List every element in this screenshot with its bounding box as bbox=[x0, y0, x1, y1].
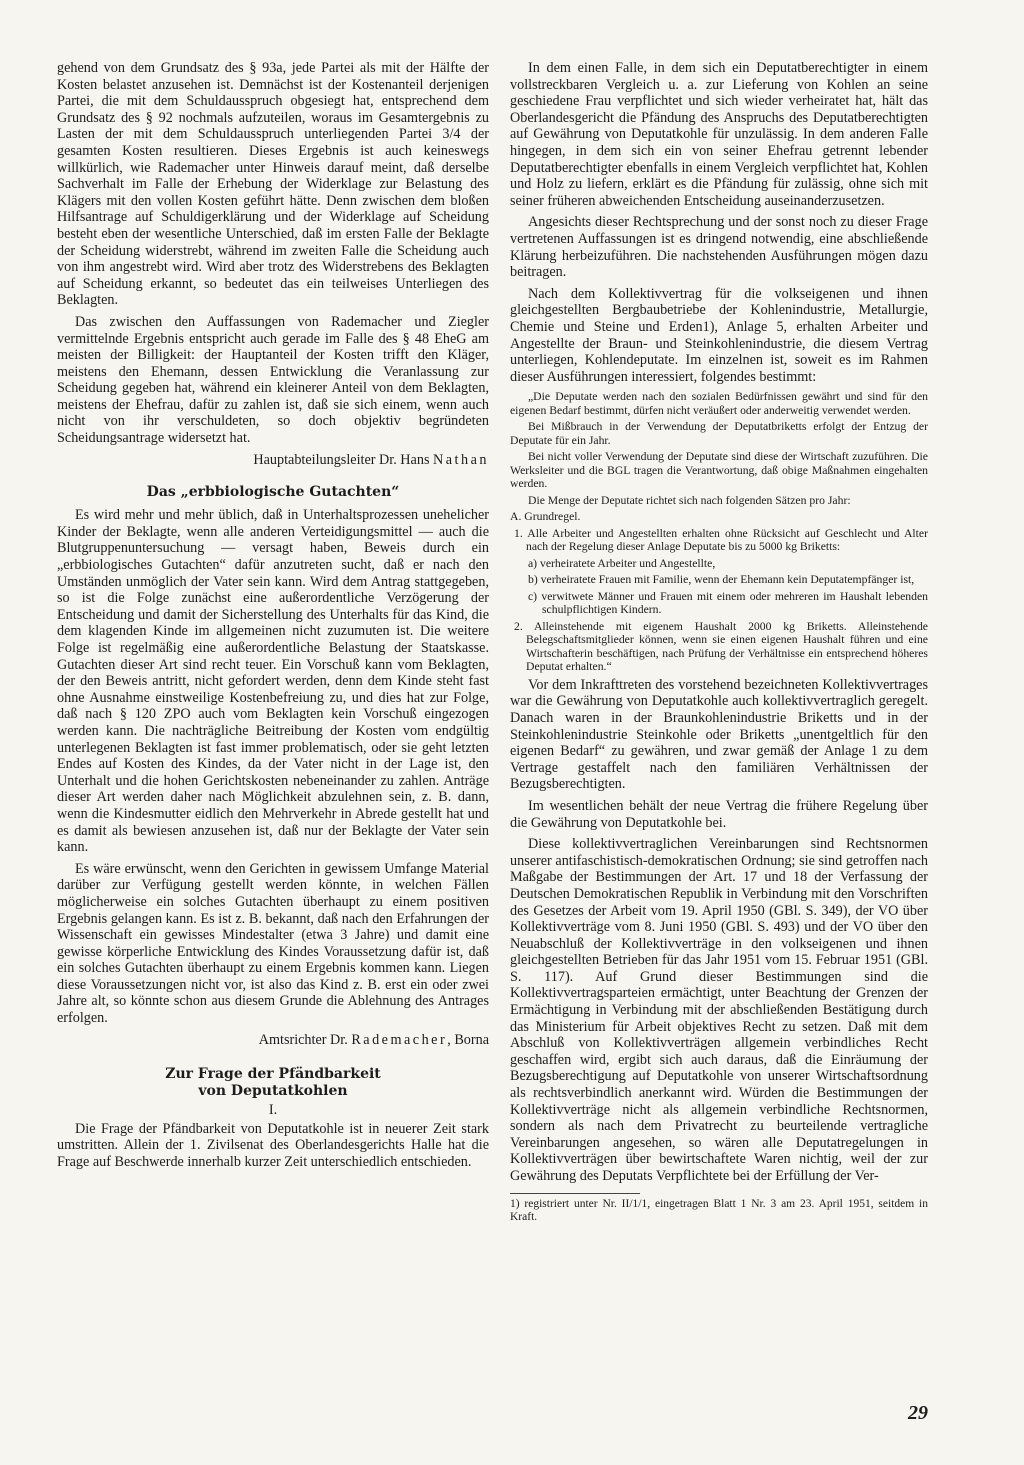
paragraph: In dem einen Falle, in dem sich ein Deputatberechtigter in einem vollstreckbaren Vergleich u. a. zur Lieferung von Kohlen an seine geschiedene Frau verpflichtet und sich wieder verheiratet hat, hält das Oberlandesgericht die Pfändung des Anspruchs des Deputatberechtigten auf Gewährung von Deputatkohle für unzulässig. In dem anderen Falle hingegen, in dem sich ein von seiner Ehefrau getrennt lebender Deputatberechtigter ebenfalls in einem Vergleich verpflichtet hat, Kohlen und Holz zu liefern, erklärt es die Pfändung für zulässig, ohne sich mit seiner früheren abweichenden Entscheidung auseinanderzusetzen. bbox=[510, 60, 928, 209]
paragraph: Diese kollektivvertraglichen Vereinbarungen sind Rechtsnormen unserer antifaschistisch-demokratischen Ordnung; sie sind getroffen nach Maßgabe der Bestimmungen der Art. 17 und 18 der Verfassung der Deutschen Demokratischen Republik in Verbindung mit den Vorschriften des Gesetzes der Arbeit vom 19. April 1950 (GBl. S. 349), der VO über Kollektivverträge vom 8. Juni 1950 (GBl. S. 493) und der VO über den Neuabschluß der Kollektivverträge in den volkseigenen und ihnen gleichgestellten Betrieben für das Jahr 1951 vom 15. Februar 1951 (GBl. S. 117). Auf Grund dieser Bestimmungen sind die Kollektivvertragsparteien ermächtigt, unter Beachtung der Grenzen der Ermächtigung in Verbindung mit der abschließenden Bestätigung durch das Ministerium für Arbeit objektives Recht zu setzen. Daß mit dem Abschluß von Kollektivverträgen allgemein verbindliches Recht geschaffen wird, ergibt sich auch daraus, daß die Einräumung der Bezugsberechtigung auf Deputatkohle von unserer Wirtschaftsordnung als rechtsverbindlich anerkannt wird. Würden die Bestimmungen der Kollektivverträge nicht als allgemein verbindliche Rechtsnormen, sondern als nach dem Privatrecht zu beurteilende vertragliche Vereinbarungen angesehen, so wären alle Deputatregelungen in Kollektivverträgen über bewirtschaftete Waren nichtig, weil der zur Gewährung des Deputats Verpflichtete bei der Erfüllung der Ver- bbox=[510, 836, 928, 1184]
paragraph: Das zwischen den Auffassungen von Rademacher und Ziegler vermittelnde Ergebnis entspricht auch gerade im Falle des § 48 EheG am meisten der Billigkeit: der Hauptanteil der Kosten trifft den Kläger, meistens den Ehemann, dessen Entwicklung die Veranlassung zur Scheidung gegeben hat, während ein kleinerer Anteil von dem Beklagten, meistens der Ehefrau, dafür zu zahlen ist, daß sie sich einem, wenn auch nicht von ihr verschuldeten, so doch objektiv begründeten Scheidungsantrage widersetzt hat. bbox=[57, 313, 489, 447]
footnote: 1) registriert unter Nr. II/1/1, eingetragen Blatt 1 Nr. 3 am 23. April 1951, seitdem in Kraft. bbox=[510, 1197, 928, 1224]
signature-name: Rademacher bbox=[351, 1031, 448, 1048]
paragraph: Angesichts dieser Rechtsprechung und der sonst noch zu dieser Frage vertretenen Auffassungen ist es dringend notwendig, eine abschließende Klärung herbeizuführen. Die nachstehenden Ausführungen mögen dazu beitragen. bbox=[510, 214, 928, 281]
page-number: 29 bbox=[908, 1402, 928, 1424]
author-signature bbox=[57, 1032, 489, 1049]
quote-paragraph: Bei nicht voller Verwendung der Deputate sind diese der Wirtschaft zuzuführen. Die Werksleiter und die BGL tragen die Verantwortung, daß obige Maßnahmen eingehalten werden. bbox=[510, 450, 928, 491]
section-heading: Das „erbbiologische Gutachten“ bbox=[146, 484, 400, 501]
quote-sublist-item: a) verheiratete Arbeiter und Angestellte, bbox=[528, 556, 716, 570]
quote-heading: A. Grundregel. bbox=[510, 510, 581, 524]
quote-paragraph: Bei Mißbrauch in der Verwendung der Deputatbriketts erfolgt der Entzug der Deputate für ein Jahr. bbox=[510, 420, 928, 447]
heading-line: Zur Frage der Pfändbarkeit bbox=[165, 1066, 381, 1083]
left-column bbox=[57, 60, 489, 1176]
quote-paragraph: Die Menge der Deputate richtet sich nach folgenden Sätzen pro Jahr: bbox=[528, 493, 851, 507]
paragraph: gehend von dem Grundsatz des § 93a, jede Partei als mit der Hälfte der Kosten belastet anzusehen ist. Demnächst ist der Kostenanteil derjenigen Partei, die mit dem Schuldausspruch obgesiegt hat, entsprechend dem Grundsatz des § 92 nochmals aufzuteilen, woraus im Gesamtergebnis zu Lasten der mit dem Schuldausspruch unterliegenden Partei 3/4 der gesamten Kosten resultieren. Dieses Ergebnis ist auch keineswegs willkürlich, wie Rademacher unter Hinweis darauf meint, daß derselbe Sachverhalt im Falle der Erhebung der Widerklage zur Belastung des Klägers mit den vollen Kosten geführt hätte. Denn zwischen dem bloßen Hilfsantrage auf Schuldigerklärung und der Widerklage auf Scheidung besteht eben der wesentliche Unterschied, daß im ersten Falle der Beklagte der Scheidung widerstrebt, während im zweiten Falle die Scheidung auch von ihm angestrebt wird. Wird aber trotz des Widerstrebens des Beklagten auf Scheidung erkannt, so bedeutet das ein teilweises Unterliegen des Beklagten. bbox=[57, 60, 489, 309]
quoted-regulation bbox=[510, 390, 928, 674]
signature-place: , Borna bbox=[447, 1031, 489, 1048]
quote-sublist-item: c) verwitwete Männer und Frauen mit einem oder mehreren im Haushalt lebenden schulpflichtigen Kindern. bbox=[528, 589, 928, 617]
signature-title: Hauptabteilungsleiter Dr. Hans bbox=[253, 451, 434, 468]
paragraph: Nach dem Kollektivvertrag für die volkseigenen und ihnen gleichgestellten Bergbaubetriebe der Kohlenindustrie, Metallurgie, Chemie und Steine und Erden1), Anlage 5, erhalten Arbeiter und Angestellte der Braun- und Steinkohlenindustrie, die diesem Vertrag unterliegen, Kohlendeputate. Im einzelnen ist, soweit es im Rahmen dieser Ausführungen interessiert, folgendes bestimmt: bbox=[510, 285, 928, 385]
paragraph: Es wird mehr und mehr üblich, daß in Unterhaltsprozessen unehelicher Kinder der Beklagte, wenn alle anderen Verteidigungsmittel — auch die Blutgruppenuntersuchung — versagt haben, Beweis durch ein „erbbiologisches Gutachten“ dafür anzutreten sucht, daß er nach den Umständen unmöglich der Vater sein kann. Wird dem Antrag stattgegeben, so ist die Folge zunächst eine außerordentliche Verzögerung der Entscheidung und damit der Sicherstellung des Unterhalts für das Kind, die dem klagenden Kinde im allgemeinen nicht zuzumuten ist. Die weitere Folge ist regelmäßig eine außerordentliche Belastung der Staatskasse. Gutachten dieser Art sind recht teuer. Ein Vorschuß kann vom Beklagten, der den Beweis antritt, nicht gefordert werden, denn dem Kinde steht fast ohne Ausnahme einstweilige Kostenbefreiung zu, und dies hat zur Folge, daß nach § 120 ZPO auch vom Beklagten kein Vorschuß eingezogen werden kann. Die nachträgliche Beitreibung der Kosten vom endgültig unterlegenen Beklagten ist fast immer problematisch, oder sie geht letzten Endes auf Kosten des Kindes, da der Vater nicht in der Lage ist, den Unterhalt und die hohen Gerichtskosten nebeneinander zu zahlen. Anträge dieser Art werden daher nach Möglichkeit abzulehnen sein, z. B. dann, wenn die Kindesmutter eidlich den Mehrverkehr in Abrede gestellt hat und es damit als bewiesen anzusehen ist, daß nur der Beklagte der Vater sein kann. bbox=[57, 507, 489, 856]
right-column bbox=[510, 60, 928, 1230]
heading-line: von Deputatkohlen bbox=[198, 1083, 348, 1100]
paragraph: Im wesentlichen behält der neue Vertrag die frühere Regelung über die Gewährung von Deputatkohle bei. bbox=[510, 797, 928, 831]
footnote-divider bbox=[510, 1193, 640, 1194]
paragraph: Die Frage der Pfändbarkeit von Deputatkohle ist in neuerer Zeit stark umstritten. Allein der 1. Zivilsenat des Oberlandesgerichts Halle hat die Frage auf Beschwerde innerhalb kurzer Zeit unterschiedlich entschieden. bbox=[57, 1120, 489, 1171]
paragraph: Es wäre erwünscht, wenn den Gerichten in gewissem Umfange Material darüber zur Verfügung gestellt werden könnte, in welchen Fällen möglicherweise ein solches Gutachten überhaupt zu einem positiven Ergebnis gelangen kann. Es ist z. B. bekannt, daß nach den Erfahrungen der Wissenschaft ein gewisses Mindestalter (etwa 3 Jahre) und damit eine gewisse körperliche Entwicklung des Kindes Voraussetzung dafür ist, daß ein solches Gutachten überhaupt zu einem Ergebnis kommen kann. Liegen diese Voraussetzungen nicht vor, ist also das Kind z. B. erst ein oder zwei Jahre alt, so könnte schon aus diesem Grunde die Ablehnung des Antrages erfolgen. bbox=[57, 860, 489, 1027]
signature-title: Amtsrichter Dr. bbox=[258, 1031, 352, 1048]
section-heading bbox=[57, 1066, 489, 1100]
paragraph: Vor dem Inkrafttreten des vorstehend bezeichneten Kollektivvertrages war die Gewährung von Deputatkohle auch kollektivvertraglich geregelt. Danach waren in der Braunkohlenindustrie Briketts und in der Steinkohlenindustrie Steinkohle oder Briketts „unentgeltlich für den eigenen Bedarf“ zu gewähren, und zwar gemäß der Anlage 1 zu dem Vertrage gestaffelt nach den familiären Verhältnissen der Bezugsberechtigten. bbox=[510, 676, 928, 793]
signature-name: Nathan bbox=[433, 451, 489, 468]
quote-list-item: 1. Alle Arbeiter und Angestellten erhalten ohne Rücksicht auf Geschlecht und Alter nach der Regelung dieser Anlage Deputate bis zu 5000 kg Briketts: bbox=[514, 526, 928, 554]
quote-paragraph: „Die Deputate werden nach den sozialen Bedürfnissen gewährt und sind für den eigenen Bedarf bestimmt, dürfen nicht veräußert oder anderweitig verwendet werden. bbox=[510, 390, 928, 417]
section-number: I. bbox=[268, 1102, 278, 1119]
quote-list-item: 2. Alleinstehende mit eigenem Haushalt 2000 kg Briketts. Alleinstehende Belegschaftsmitglieder können, wenn sie einen eigenen Haushalt führen und eine Wirtschafterin beschäftigen, nach Prüfung der Verhältnisse ein entsprechend höheres Deputat erhalten.“ bbox=[514, 619, 928, 674]
author-signature bbox=[57, 452, 489, 469]
quote-sublist-item: b) verheiratete Frauen mit Familie, wenn der Ehemann kein Deputatempfänger ist, bbox=[528, 573, 915, 587]
